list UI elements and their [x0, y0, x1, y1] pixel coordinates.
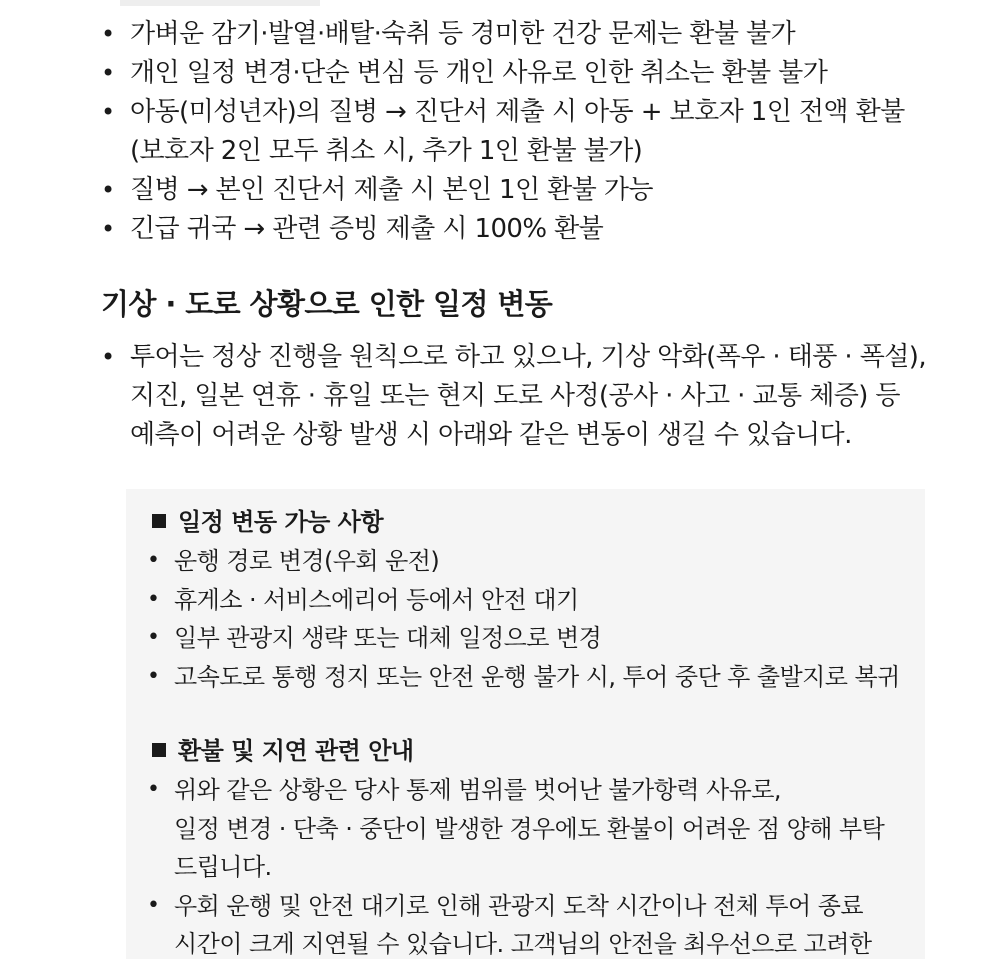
bullet-dot: • — [101, 59, 115, 87]
notice-panel — [126, 489, 925, 959]
bullet-dot: • — [101, 176, 115, 204]
bullet-dot: • — [147, 663, 160, 689]
change-list — [147, 542, 900, 696]
bullet-dot: • — [101, 98, 115, 126]
bullet-dot: • — [147, 548, 160, 573]
refund-delay-list — [147, 771, 885, 964]
list-item: • 질병 → 본인 진단서 제출 시 본인 1인 환불 가능 — [130, 171, 905, 210]
square-bullet-icon — [152, 743, 166, 757]
list-item: • 우회 운행 및 안전 대기로 인해 관광지 도착 시간이나 전체 투어 종료 시간이 크게 지연될 수 있습니다. 고객님의 안전을 최우선으로 고려한 — [174, 887, 884, 964]
bullet-dot: • — [147, 625, 160, 650]
bullet-dot: • — [101, 215, 115, 243]
list-item: • 투어는 정상 진행을 원칙으로 하고 있으나, 기상 악화(폭우 · 태풍 · 폭설), 지진, 일본 연휴 · 휴일 또는 현지 도로 사정(공사 · 사고 · 교통 체증) 등 예측이 어려운 상황 발생 시 아래와 같은 변동이 생길 수 있습니다. — [130, 338, 926, 455]
refund-policy-list — [101, 15, 905, 249]
bullet-dot: • — [101, 20, 115, 48]
list-item: • 아동(미성년자)의 질병 → 진단서 제출 시 아동 + 보호자 1인 전액 환불 (보호자 2인 모두 취소 시, 추가 1인 환불 불가) — [130, 93, 905, 171]
bullet-dot: • — [147, 892, 160, 918]
weather-intro-list — [101, 338, 926, 455]
bullet-dot: • — [101, 343, 115, 371]
bullet-dot: • — [147, 777, 160, 802]
list-item: • 개인 일정 변경·단순 변심 등 개인 사유로 인한 취소는 환불 불가 — [130, 54, 905, 93]
weather-section-heading: 기상 · 도로 상황으로 인한 일정 변동 — [101, 287, 553, 321]
list-item: • 위와 같은 상황은 당사 통제 범위를 벗어난 불가항력 사유로, 일정 변경 · 단축 · 중단이 발생한 경우에도 환불이 어려운 점 양해 부탁 드립니다. — [174, 771, 884, 887]
list-item: • 일부 관광지 생략 또는 대체 일정으로 변경 — [174, 619, 900, 658]
list-item: • 휴게소 · 서비스에리어 등에서 안전 대기 — [174, 581, 900, 620]
change-heading: 일정 변동 가능 사항 — [152, 505, 383, 539]
refund-heading: 환불 및 지연 관련 안내 — [152, 734, 414, 768]
square-bullet-icon — [152, 514, 166, 528]
list-item: • 긴급 귀국 → 관련 증빙 제출 시 100% 환불 — [130, 210, 905, 249]
list-item: • 운행 경로 변경(우회 운전) — [174, 542, 900, 581]
bullet-dot: • — [147, 586, 160, 612]
list-item: • 가벼운 감기·발열·배탈·숙취 등 경미한 건강 문제는 환불 불가 — [130, 15, 905, 54]
top-edge-strip — [120, 0, 320, 6]
list-item: • 고속도로 통행 정지 또는 안전 운행 불가 시, 투어 중단 후 출발지로 복귀 — [174, 658, 900, 697]
